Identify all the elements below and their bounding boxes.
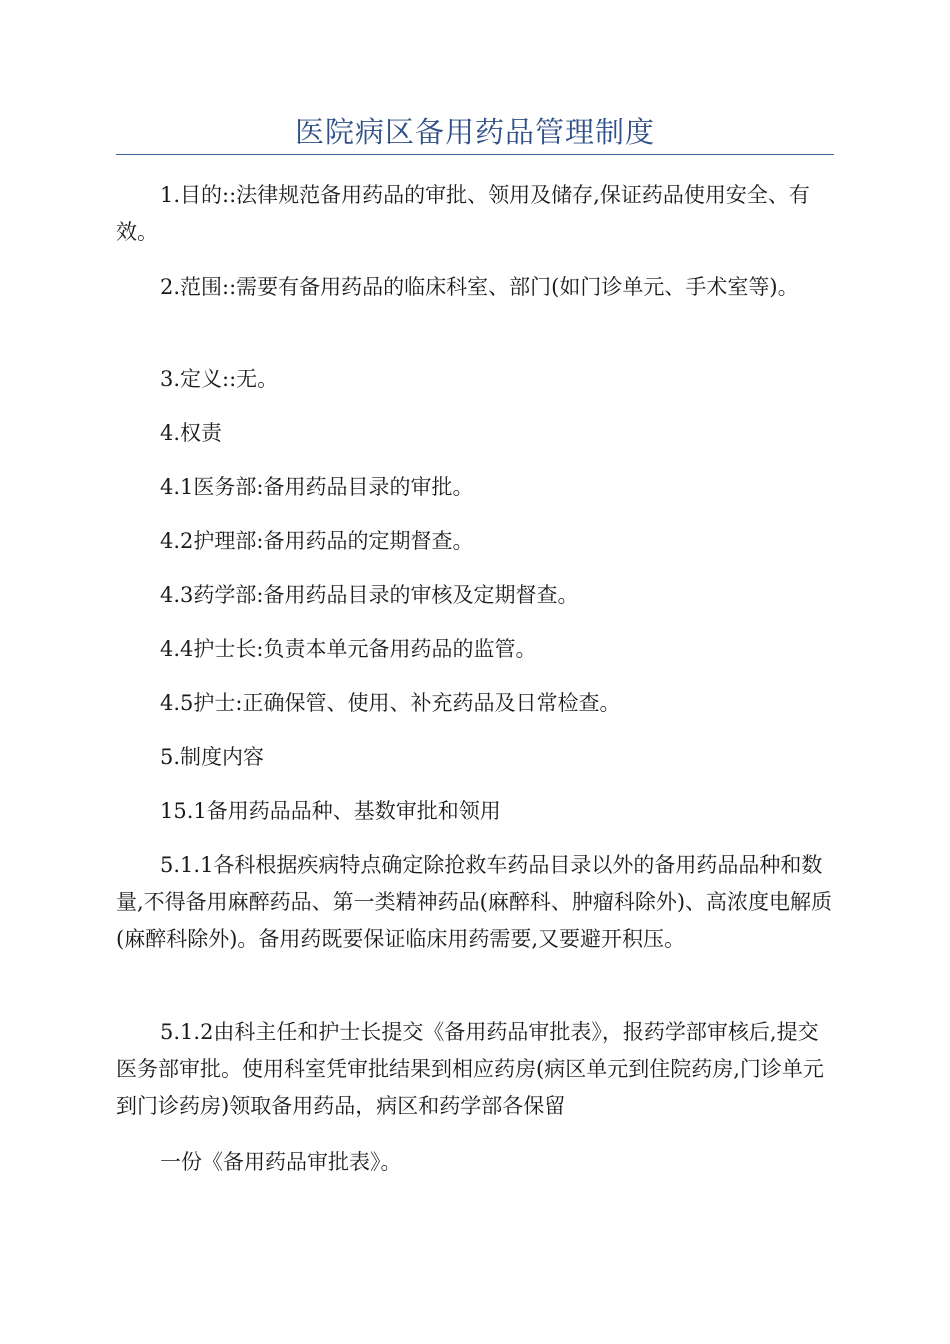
paragraph-purpose: 1.目的::法律规范备用药品的审批、领用及储存,保证药品使用安全、有效。 <box>116 183 810 244</box>
paragraph-5-1: 15.1备用药品品种、基数审批和领用 <box>160 799 501 823</box>
paragraph-4-4: 4.4护士长:负责本单元备用药品的监管。 <box>160 637 537 661</box>
document-title: 医院病区备用药品管理制度 <box>294 115 655 149</box>
paragraph-4-1: 4.1医务部:备用药品目录的审批。 <box>160 475 474 499</box>
paragraph-5-1-2: 5.1.2由科主任和护士长提交《备用药品审批表》，报药学部审核后,提交医务部审批。使用科室凭审批结果到相应药房(病区单元到住院药房,门诊单元到门诊药房)领取备用药品，病区和药学部各保留 <box>116 1020 824 1118</box>
paragraph-scope: 2.范围::需要有备用药品的临床科室、部门(如门诊单元、手术室等)。 <box>160 275 799 299</box>
paragraph-approval-copy: 一份《备用药品审批表》。 <box>160 1150 402 1174</box>
paragraph-definition: 3.定义::无。 <box>160 367 279 391</box>
paragraph-4-5: 4.5护士:正确保管、使用、补充药品及日常检查。 <box>160 691 621 715</box>
paragraph-responsibility: 4.权责 <box>160 421 223 445</box>
paragraph-4-2: 4.2护理部:备用药品的定期督查。 <box>160 529 474 553</box>
paragraph-5-1-1: 5.1.1各科根据疾病特点确定除抢救车药品目录以外的备用药品品种和数量,不得备用麻醉药品、第一类精神药品(麻醉科、肿瘤科除外)、高浓度电解质(麻醉科除外)。备用药既要保证临床用药需要,又要避开积压。 <box>116 853 833 951</box>
paragraph-4-3: 4.3药学部:备用药品目录的审核及定期督查。 <box>160 583 579 607</box>
title-underline <box>116 154 834 155</box>
paragraph-section-5: 5.制度内容 <box>160 745 265 769</box>
